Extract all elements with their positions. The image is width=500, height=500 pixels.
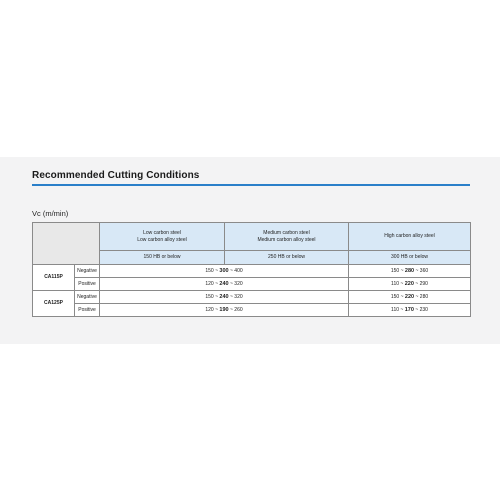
speed-range-high: 110 ~ 170 ~ 230 [349, 304, 471, 317]
mode-label: Negative [75, 291, 100, 304]
title-underline [32, 184, 470, 186]
mode-label: Negative [75, 265, 100, 278]
mode-label: Positive [75, 304, 100, 317]
header-line: Medium carbon alloy steel [257, 236, 316, 243]
speed-range-high: 150 ~ 280 ~ 360 [349, 265, 471, 278]
table-row [33, 291, 471, 304]
hardness-low-carbon: 150 HB or below [100, 251, 225, 265]
speed-range-low-medium: 120 ~ 240 ~ 320 [100, 278, 349, 291]
table-corner-cell [33, 223, 100, 265]
material-header-high-carbon [349, 223, 471, 251]
speed-range-high: 110 ~ 220 ~ 290 [349, 278, 471, 291]
table-row [33, 265, 471, 278]
grade-label: CA125P [33, 291, 75, 317]
cutting-conditions-table [32, 222, 471, 317]
header-line: High carbon alloy steel [384, 233, 435, 240]
hardness-medium-carbon: 250 HB or below [225, 251, 349, 265]
speed-range-high: 150 ~ 220 ~ 280 [349, 291, 471, 304]
table-row [33, 304, 471, 317]
header-line: Medium carbon steel [263, 230, 310, 236]
speed-range-low-medium: 150 ~ 300 ~ 400 [100, 265, 349, 278]
material-header-medium-carbon [225, 223, 349, 251]
header-line: Low carbon steel [143, 230, 181, 236]
grade-label: CA115P [33, 265, 75, 291]
unit-label: Vc (m/min) [32, 209, 69, 218]
speed-range-low-medium: 150 ~ 240 ~ 320 [100, 291, 349, 304]
material-header-low-carbon [100, 223, 225, 251]
mode-label: Positive [75, 278, 100, 291]
speed-range-low-medium: 120 ~ 190 ~ 260 [100, 304, 349, 317]
section-title: Recommended Cutting Conditions [32, 170, 200, 181]
table-row [33, 278, 471, 291]
header-line: Low carbon alloy steel [137, 236, 187, 243]
hardness-high-carbon: 300 HB or below [349, 251, 471, 265]
